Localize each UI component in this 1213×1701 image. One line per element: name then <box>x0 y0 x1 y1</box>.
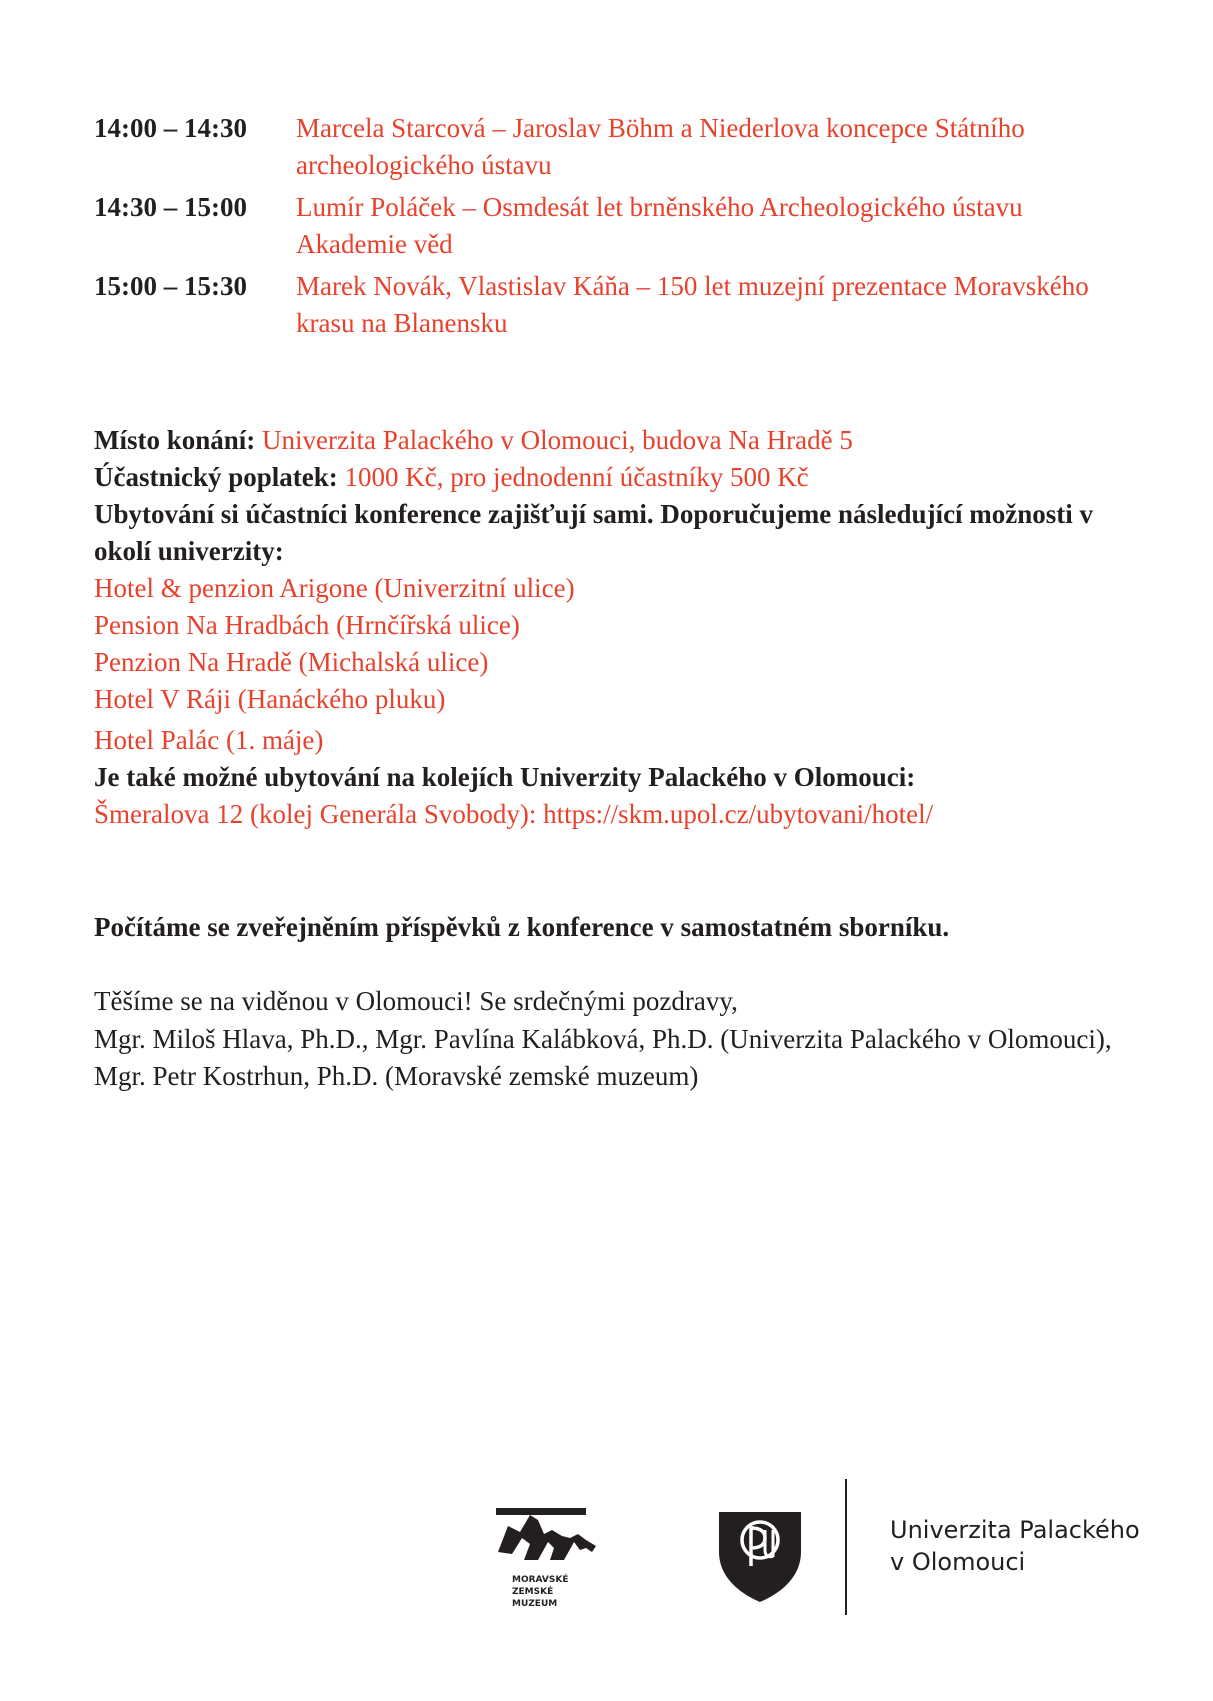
hotel-item: Hotel & penzion Arigone (Univerzitní ulice) <box>94 573 575 603</box>
upol-name <box>890 1514 1140 1578</box>
venue-value: Univerzita Palackého v Olomouci, budova Na Hradě 5 <box>255 425 853 455</box>
hotel-item: Hotel V Ráji (Hanáckého pluku) <box>94 684 446 714</box>
signatories: Mgr. Miloš Hlava, Ph.D., Mgr. Pavlína Kalábková, Ph.D. (Univerzita Palackého v Olomouci), Mgr. Petr Kostrhun, Ph.D. (Moravské zemské muzeum) <box>94 1023 1112 1091</box>
schedule-row <box>94 268 1154 341</box>
upol-name-line2: v Olomouci <box>890 1548 1026 1576</box>
hotel-item: Pension Na Hradbách (Hrnčířská ulice) <box>94 610 520 640</box>
footer-divider <box>845 1479 847 1615</box>
mzm-logo-text: ZEMSKÉ <box>512 1587 554 1597</box>
closing-greeting <box>94 983 1134 1096</box>
fee-value: 1000 Kč, pro jednodenní účastníky 500 Kč <box>337 462 809 492</box>
mzm-logo-icon <box>490 1500 610 1620</box>
upol-name-line1: Univerzita Palackého <box>890 1516 1140 1544</box>
fee-line <box>94 459 1154 496</box>
hotel-item: Hotel Palác (1. máje) <box>94 725 324 755</box>
accommodation-intro: Ubytování si účastníci konference zajišťují sami. Doporučujeme následující možnosti v okolí univerzity: <box>94 499 1094 566</box>
schedule-talk: Lumír Poláček – Osmdesát let brněnského Archeologického ústavu Akademie věd <box>296 192 1023 259</box>
schedule-row <box>94 189 1154 262</box>
publication-note: Počítáme se zveřejněním příspěvků z konference v samostatném sborníku. <box>94 912 950 942</box>
schedule-row <box>94 110 1154 183</box>
dorm-intro: Je také možné ubytování na kolejích Univerzity Palackého v Olomouci: <box>94 762 916 792</box>
mzm-logo-text: MORAVSKÉ <box>512 1575 569 1585</box>
schedule-time: 15:00 – 15:30 <box>94 271 247 301</box>
greeting-line: Těšíme se na viděnou v Olomouci! Se srdečnými pozdravy, <box>94 986 738 1016</box>
schedule-time: 14:30 – 15:00 <box>94 192 247 222</box>
schedule-talk: Marcela Starcová – Jaroslav Böhm a Niederlova koncepce Státního archeologického ústavu <box>296 113 1025 180</box>
program-schedule <box>94 110 1154 347</box>
mzm-logo-text: MUZEUM <box>512 1599 558 1609</box>
schedule-talk: Marek Novák, Vlastislav Káňa – 150 let muzejní prezentace Moravského krasu na Blanensku <box>296 271 1089 338</box>
hotel-item: Penzion Na Hradě (Michalská ulice) <box>94 647 489 677</box>
upol-shield-icon <box>715 1506 805 1606</box>
practical-info <box>94 422 1154 833</box>
dorm-detail: Šmeralova 12 (kolej Generála Svobody): https://skm.upol.cz/ubytovani/hotel/ <box>94 799 934 829</box>
fee-label: Účastnický poplatek: <box>94 462 338 492</box>
venue-label: Místo konání: <box>94 425 256 455</box>
schedule-time: 14:00 – 14:30 <box>94 113 247 143</box>
venue-line <box>94 422 1154 459</box>
